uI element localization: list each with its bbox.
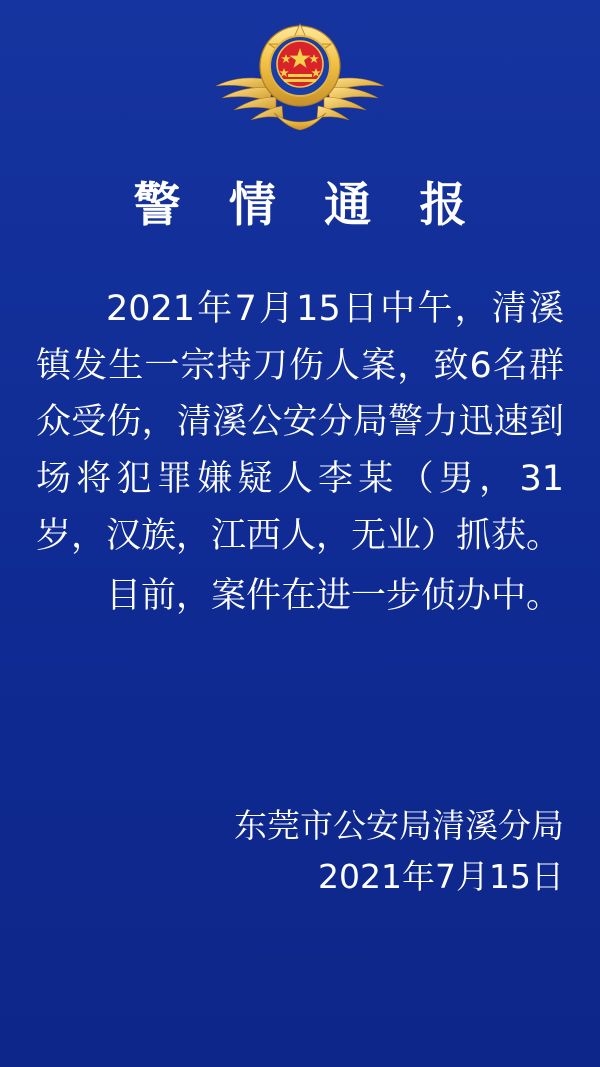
signature-date: 2021年7月15日	[318, 857, 564, 897]
china-police-emblem-icon	[210, 18, 390, 136]
emblem-container	[0, 0, 600, 136]
page-title: 警 情 通 报	[133, 178, 483, 233]
notice-paragraph: 目前，案件在进一步侦办中。	[106, 576, 562, 617]
signature-block	[234, 800, 564, 902]
signature-issuer: 东莞市公安局清溪分局	[234, 806, 564, 845]
notice-body	[36, 281, 564, 625]
notice-paragraph: 2021年7月15日中午，清溪镇发生一宗持刀伤人案，致6名群众受伤，清溪公安分局警力迅速到场将犯罪嫌疑人李某（男，31岁，汉族，江西人，无业）抓获。	[36, 289, 564, 556]
